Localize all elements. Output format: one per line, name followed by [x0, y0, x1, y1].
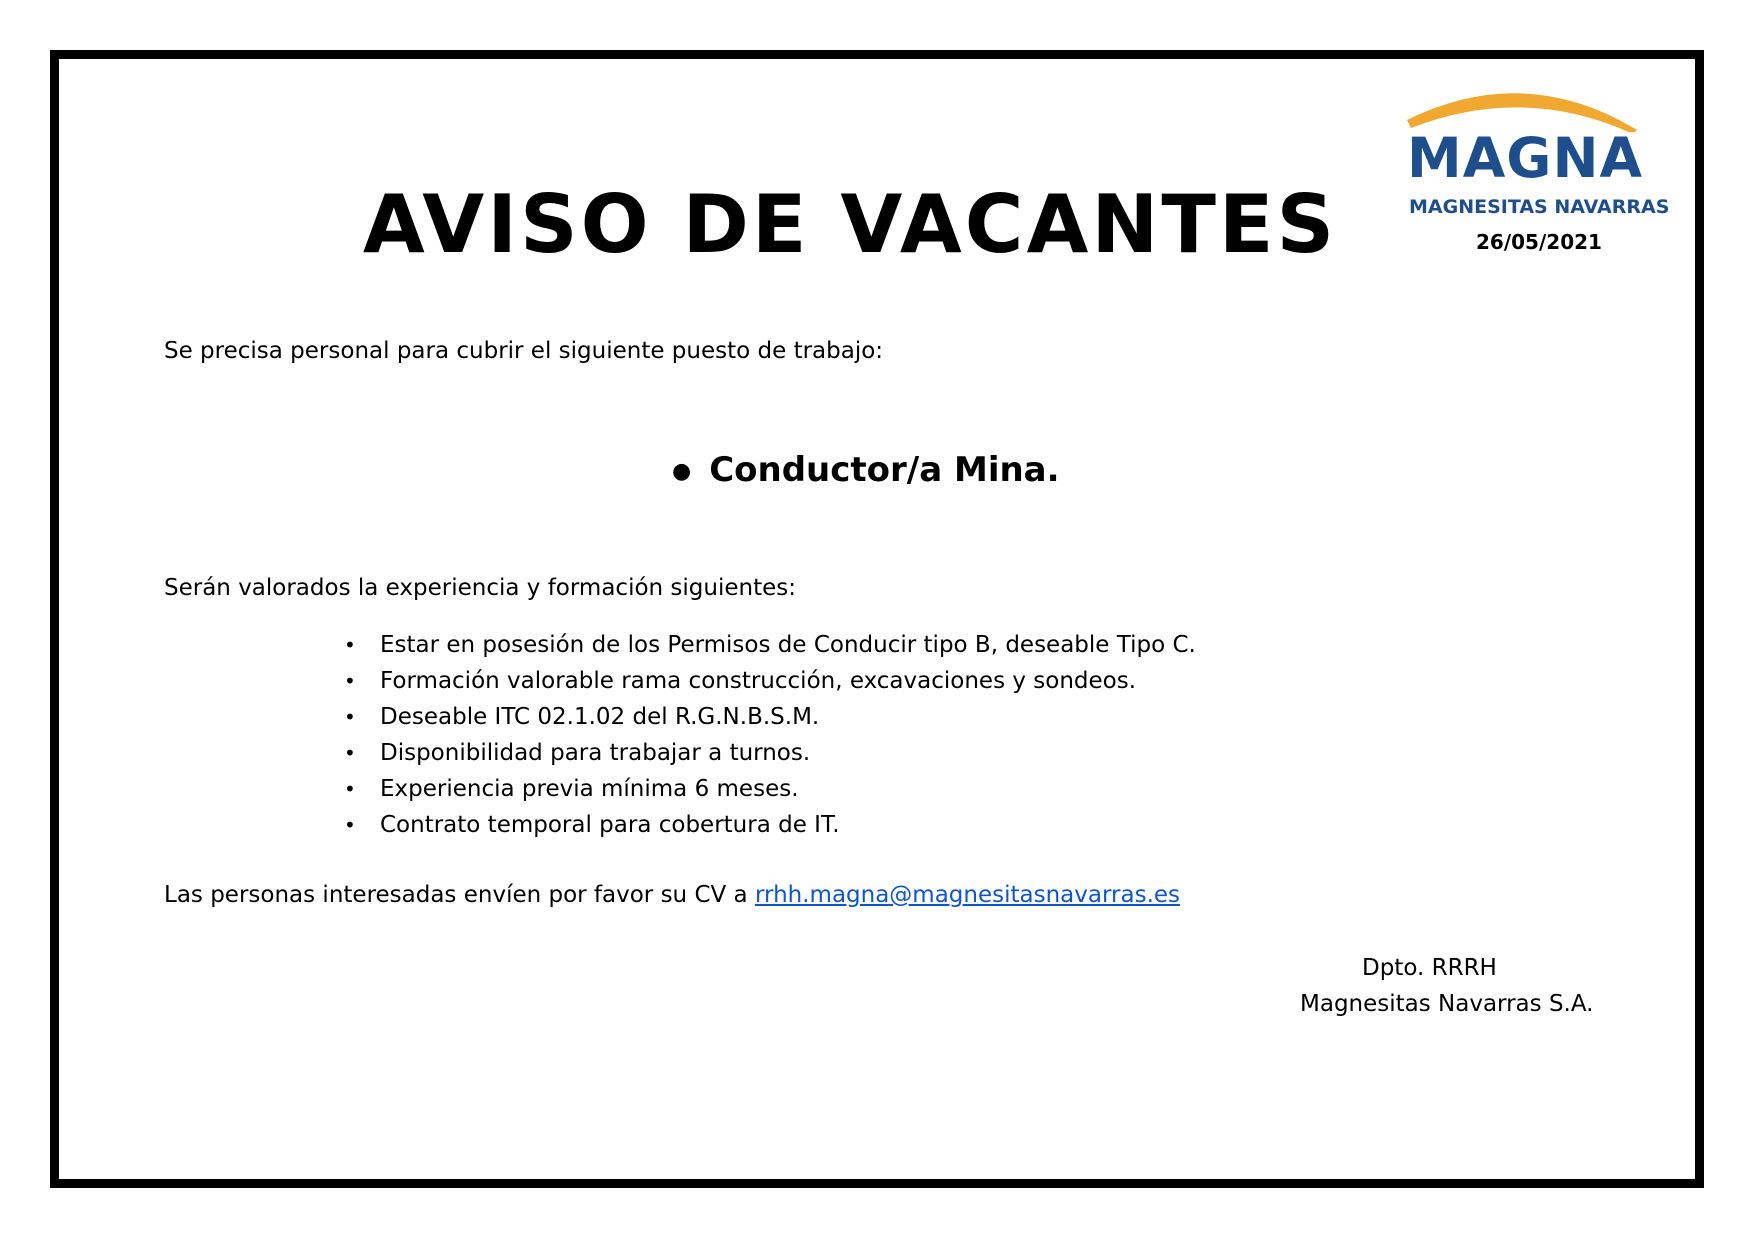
list-item: • Deseable ITC 02.1.02 del R.G.N.B.S.M. — [340, 699, 1196, 735]
job-title — [672, 449, 1060, 493]
list-item: • Contrato temporal para cobertura de IT. — [340, 807, 1196, 843]
bullet-icon: ● — [672, 458, 692, 484]
logo-wordmark: MAGNA — [1407, 126, 1644, 190]
logo-arc-icon — [1405, 72, 1675, 132]
list-item: • Estar en posesión de los Permisos de Conducir tipo B, deseable Tipo C. — [340, 627, 1196, 663]
bullet-icon: • — [344, 777, 356, 801]
bullet-icon: • — [344, 741, 356, 765]
list-item: • Disponibilidad para trabajar a turnos. — [340, 735, 1196, 771]
list-item: • Experiencia previa mínima 6 meses. — [340, 771, 1196, 807]
valued-heading: Serán valorados la experiencia y formación siguientes: — [164, 575, 796, 601]
bullet-icon: • — [344, 633, 356, 657]
logo-subtitle: MAGNESITAS NAVARRAS — [1409, 196, 1670, 218]
job-title-text: Conductor/a Mina. — [709, 450, 1060, 490]
email-link[interactable]: rrhh.magna@magnesitasnavarras.es — [754, 882, 1181, 908]
page-title: AVISO DE VACANTES — [362, 178, 1338, 271]
contact-text: Las personas interesadas envíen por favor su CV a — [164, 882, 755, 908]
list-item: • Formación valorable rama construcción, excavaciones y sondeos. — [340, 663, 1196, 699]
requirements-list — [340, 627, 1196, 843]
signature-block — [1300, 950, 1594, 1022]
bullet-icon: • — [344, 669, 356, 693]
intro-text: Se precisa personal para cubrir el siguiente puesto de trabajo: — [164, 338, 884, 364]
bullet-icon: • — [344, 813, 356, 837]
contact-line — [164, 880, 1180, 910]
notice-date: 26/05/2021 — [1476, 230, 1602, 254]
signature-company: Magnesitas Navarras S.A. — [1300, 991, 1594, 1017]
signature-dept: Dpto. RRRH — [1362, 955, 1497, 981]
bullet-icon: • — [344, 705, 356, 729]
magna-logo — [1405, 72, 1675, 218]
